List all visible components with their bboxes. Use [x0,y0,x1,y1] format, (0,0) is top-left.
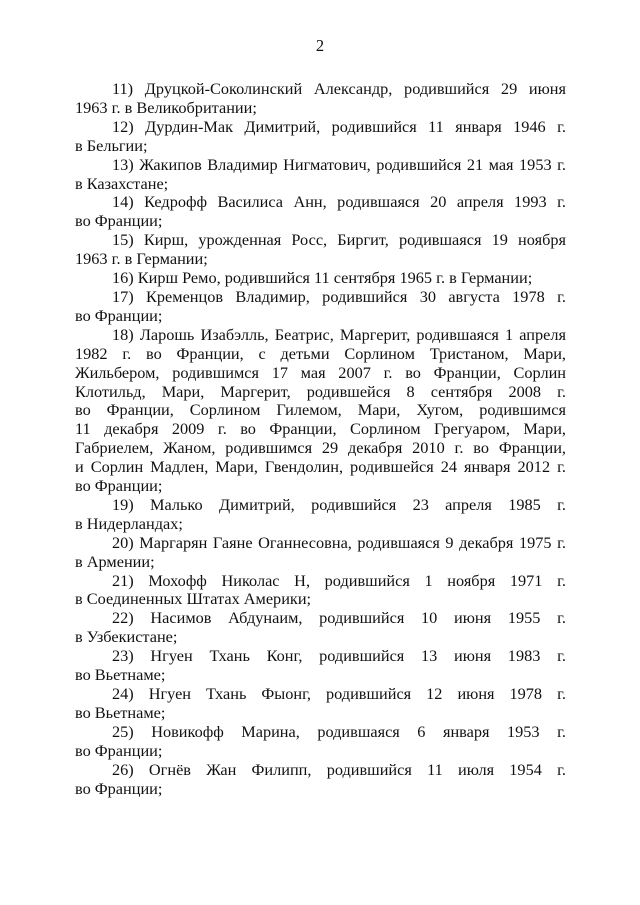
list-item-line: в Бельгии; [75,135,148,155]
list-item-line: во Франции; [75,778,163,798]
list-item [75,609,566,647]
list-item-line-first: 23) Нгуен Тхань Конг, родившийся 13 июня 1983 г. [112,646,566,666]
list-item-line-first: 19) Малько Димитрий, родившийся 23 апреля 1985 г. [112,494,566,514]
list-item [75,572,566,610]
list-item-line: Габриелем, Жаном, родившимся 29 декабря 2010 г. во Франции, [75,438,566,458]
list-item [75,723,566,761]
list-item-line-first: 18) Ларошь Изабэлль, Беатрис, Маргерит, родившаяся 1 апреля [112,324,566,344]
list-item-line-first: 14) Кедрофф Василиса Анн, родившаяся 20 апреля 1993 г. [112,192,566,212]
list-item [75,118,566,156]
list-item-line: и Сорлин Мадлен, Мари, Гвендолин, родившейся 24 января 2012 г. [75,457,566,477]
page-number: 2 [315,36,325,55]
list-item-line-first: 21) Мохофф Николас Н, родившийся 1 ноября 1971 г. [112,570,566,590]
list-item-line-first: 24) Нгуен Тхань Фыонг, родившийся 12 июня 1978 г. [112,684,566,703]
list-item-line-first: 20) Маргарян Гаяне Оганнесовна, родившаяся 9 декабря 1975 г. [112,532,566,552]
list-item [75,156,566,194]
list-item [75,80,566,118]
list-item [75,326,566,496]
list-item-line-first: 11) Друцкой-Соколинский Александр, родившийся 29 июня [112,79,566,98]
list-item-line: в Армении; [75,551,155,571]
list-item [75,269,566,288]
list-item [75,534,566,572]
naturalization-list [75,80,566,798]
list-item-line-first: 16) Кирш Ремо, родившийся 11 сентября 1965 г. в Германии; [112,268,533,288]
list-item-line-first: 22) Насимов Абдунаим, родившийся 10 июня 1955 г. [112,608,566,628]
list-item-line: во Франции, Сорлином Гилемом, Мари, Хугом, родившимся [75,400,566,420]
list-item-line: 1963 г. в Германии; [75,249,208,269]
list-item-line-first: 13) Жакипов Владимир Нигматович, родившийся 21 мая 1953 г. [112,154,566,174]
list-item [75,193,566,231]
list-item [75,231,566,269]
list-item-line: Клотильд, Мари, Маргерит, родившейся 8 сентября 2008 г. [75,381,566,401]
list-item-line: во Вьетнаме; [75,665,166,685]
list-item-line: в Узбекистане; [75,627,178,647]
list-item [75,685,566,723]
list-item-line-first: 15) Кирш, урожденная Росс, Биргит, родившаяся 19 ноября [112,230,566,250]
list-item-line-first: 26) Огнёв Жан Филипп, родившийся 11 июля 1954 г. [112,759,566,779]
list-item-line: Жильбером, родившимся 17 мая 2007 г. во Франции, Сорлин [75,362,566,382]
list-item-line: в Нидерландах; [75,513,183,533]
list-item-line-first: 25) Новикофф Марина, родившаяся 6 января 1953 г. [112,721,566,741]
list-item [75,761,566,799]
list-item-line: во Франции; [75,305,163,325]
list-item-line: 1982 г. во Франции, с детьми Сорлином Тристаном, Мари, [75,343,566,363]
list-item-line: 1963 г. в Великобритании; [75,97,257,117]
list-item-line: в Казахстане; [75,173,169,193]
list-item [75,496,566,534]
list-item-line: во Франции; [75,211,163,231]
list-item-line: во Вьетнаме; [75,702,166,722]
list-item-line: 11 декабря 2009 г. во Франции, Сорлином Грегуаром, Мари, [75,419,566,439]
list-item-line: в Соединенных Штатах Америки; [75,589,312,609]
list-item-line: во Франции; [75,740,163,760]
list-item-line-first: 12) Дурдин-Мак Димитрий, родившийся 11 января 1946 г. [112,116,566,136]
list-item-line-first: 17) Кременцов Владимир, родившийся 30 августа 1978 г. [112,286,566,306]
list-item [75,288,566,326]
list-item-line: во Франции; [75,476,163,496]
list-item [75,647,566,685]
